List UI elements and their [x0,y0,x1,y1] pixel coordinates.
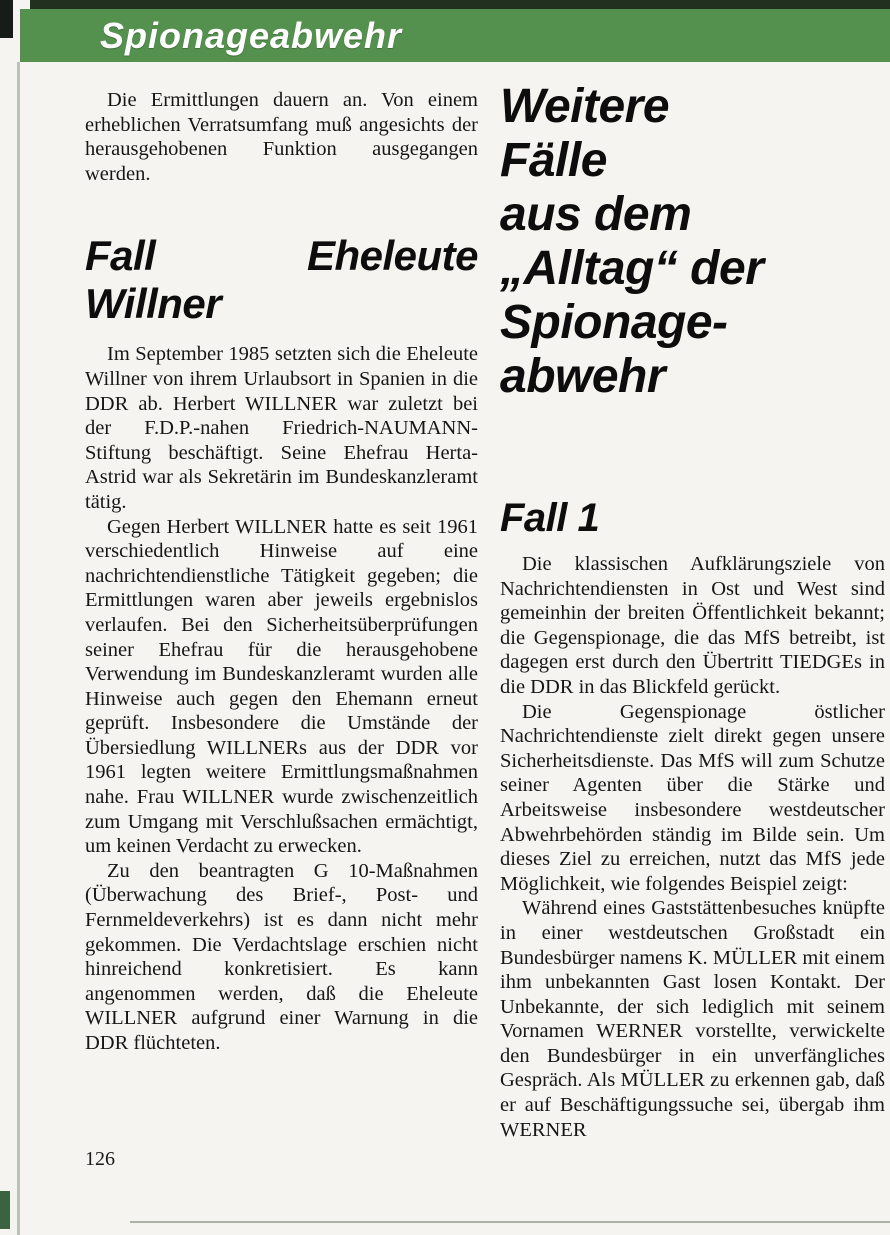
main-heading-line: Weitere [500,80,670,133]
paragraph: Gegen Herbert WILLNER hatte es seit 1961 verschiedentlich Hinweise auf eine nachrichtendienstliche Tätigkeit gegeben; die Ermittlungen waren aber jeweils ergebnislos verlaufen. Bei den Sicherheitsüberprüfungen seiner Ehefrau für die herausgehobene Verwendung im Bundeskanzleramt wurden alle Hinweise auch gegen den Ehemann erneut geprüft. Insbesondere die Umstände der Übersiedlung WILLNERs aus der DDR vor 1961 legten weitere Ermittlungsmaßnahmen nahe. Frau WILLNER wurde zwischenzeitlich zum Umgang mit Verschlußsachen ermächtigt, um keinen Verdacht zu erwecken. [85,515,478,858]
main-heading-line: „Alltag“ der [500,242,764,295]
page-number: 126 [85,1148,115,1170]
bottom-left-green-block [0,1191,10,1229]
paragraph: Im September 1985 setzten sich die Eheleute Willner von ihrem Urlaubsort in Spanien in die DDR ab. Herbert WILLNER war zuletzt bei der F.D.P.-nahen Friedrich-NAUMANN-Stiftung beschäftigt. Seine Ehefrau Herta-Astrid war als Sekretärin im Bundeskanzleramt tätig. [85,343,478,513]
paragraph: Die Gegenspionage östlicher Nachrichtendienste zielt direkt gegen unsere Sicherheitsdienste. Das MfS will zum Schutze seiner Agenten über die Stärke und Arbeitsweise insbesondere westdeutscher Abwehrbehörden ständig im Bilde sein. Um dieses Ziel zu erreichen, nutzt das MfS jede Möglichkeit, wie folgendes Beispiel zeigt: [500,700,885,895]
bottom-rule-line [130,1221,890,1223]
left-column [85,88,478,1056]
main-heading-line: abwehr [500,350,666,403]
scan-corner-mark [0,0,13,38]
paragraph: Zu den beantragten G 10-Maßnahmen (Überwachung des Brief-, Post- und Fernmeldeverkehrs) ist es dann nicht mehr gekommen. Die Verdachtslage erschien nicht hinreichend konkretisiert. Es kann angenommen werden, daß die Eheleute WILLNER aufgrund einer Warnung in die DDR flüchteten. [85,859,478,1054]
intro-paragraph: Die Ermittlungen dauern an. Von einem erheblichen Verratsumfang muß angesichts der herausgehobenen Funktion ausgegangen werden. [85,89,478,185]
paragraph: Während eines Gaststättenbesuches knüpfte in einer westdeutschen Großstadt ein Bundesbürger namens K. MÜLLER mit einem ihm unbekannten Gast losen Kontakt. Der Unbekannte, der sich lediglich mit seinem Vornamen WERNER vorstellte, verwickelte den Bundesbürger in ein unverfängliches Gespräch. Als MÜLLER zu erkennen gab, daß er auf Beschäftigungssuche sei, übergab ihm WERNER [500,897,885,1141]
main-heading [500,80,885,404]
right-column [500,80,885,1142]
page-edge-line [17,62,20,1235]
chapter-header-bar [20,9,890,62]
main-heading-line: Spionage- [500,296,728,349]
main-heading-line: aus dem [500,188,692,241]
paragraph: Die klassischen Aufklärungsziele von Nachrichtendiensten in Ost und West sind gemeinhin der breiten Öffentlichkeit bekannt; die Gegenspionage, die das MfS betreibt, ist dagegen erst durch den Übertritt TIEDGEs in die DDR in das Blickfeld gerückt. [500,553,885,698]
section-heading-willner: Fall Eheleute Willner [85,232,478,328]
top-dark-strip [30,0,890,9]
main-heading-line: Fälle [500,134,607,187]
section-heading-fall1: Fall 1 [500,496,600,540]
chapter-title: Spionageabwehr [100,14,403,56]
